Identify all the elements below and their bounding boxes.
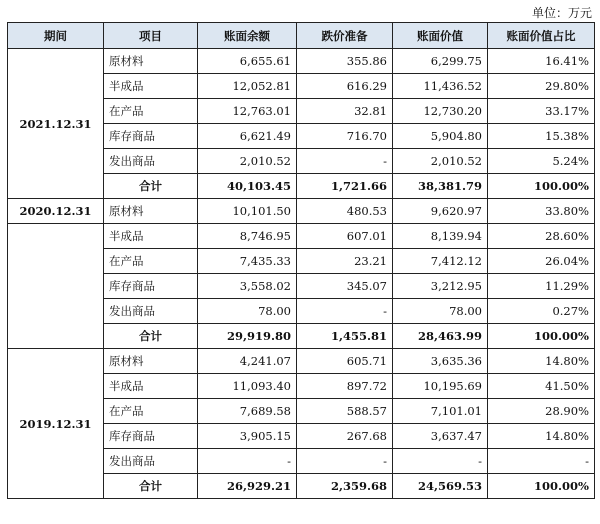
table-row	[8, 49, 595, 74]
ratio-cell: 16.41%	[488, 49, 595, 74]
item-name: 发出商品	[104, 299, 198, 324]
unit-label: 单位：万元	[531, 6, 592, 20]
ratio-cell: 5.24%	[488, 149, 595, 174]
ratio-cell: -	[488, 449, 595, 474]
balance-cell: 3,905.15	[198, 424, 297, 449]
ratio-cell: 100.00%	[488, 174, 595, 199]
ratio-cell: 0.27%	[488, 299, 595, 324]
provision-cell: 588.57	[297, 399, 393, 424]
ratio-cell: 29.80%	[488, 74, 595, 99]
book-value-cell: 10,195.69	[393, 374, 488, 399]
book-value-cell: 8,139.94	[393, 224, 488, 249]
item-name: 原材料	[104, 199, 198, 224]
book-value-cell: 6,299.75	[393, 49, 488, 74]
balance-cell: 7,435.33	[198, 249, 297, 274]
provision-cell: 23.21	[297, 249, 393, 274]
header-book-value: 账面价值	[393, 23, 488, 49]
item-name: 半成品	[104, 224, 198, 249]
item-name: 库存商品	[104, 274, 198, 299]
balance-cell: 2,010.52	[198, 149, 297, 174]
item-name: 库存商品	[104, 424, 198, 449]
item-name: 半成品	[104, 374, 198, 399]
book-value-cell: 7,412.12	[393, 249, 488, 274]
header-ratio: 账面价值占比	[488, 23, 595, 49]
provision-cell: 607.01	[297, 224, 393, 249]
provision-cell: 716.70	[297, 124, 393, 149]
period-cell	[8, 224, 104, 349]
ratio-cell: 33.80%	[488, 199, 595, 224]
provision-cell: 605.71	[297, 349, 393, 374]
provision-cell: -	[297, 299, 393, 324]
book-value-cell: 78.00	[393, 299, 488, 324]
header-period: 期间	[8, 23, 104, 49]
balance-cell: 12,763.01	[198, 99, 297, 124]
balance-cell: 26,929.21	[198, 474, 297, 499]
book-value-cell: 3,637.47	[393, 424, 488, 449]
header-balance: 账面余额	[198, 23, 297, 49]
ratio-cell: 100.00%	[488, 324, 595, 349]
book-value-cell: 7,101.01	[393, 399, 488, 424]
book-value-cell: 28,463.99	[393, 324, 488, 349]
ratio-cell: 14.80%	[488, 349, 595, 374]
book-value-cell: 9,620.97	[393, 199, 488, 224]
item-name: 半成品	[104, 74, 198, 99]
item-name: 合计	[104, 174, 198, 199]
period-cell: 2021.12.31	[8, 49, 104, 199]
header-row	[8, 23, 595, 49]
balance-cell: 6,621.49	[198, 124, 297, 149]
provision-cell: 480.53	[297, 199, 393, 224]
provision-cell: 1,455.81	[297, 324, 393, 349]
table-row	[8, 224, 595, 249]
ratio-cell: 41.50%	[488, 374, 595, 399]
period-cell: 2019.12.31	[8, 349, 104, 499]
balance-cell: 3,558.02	[198, 274, 297, 299]
item-name: 原材料	[104, 349, 198, 374]
balance-cell: 6,655.61	[198, 49, 297, 74]
item-name: 合计	[104, 474, 198, 499]
book-value-cell: 3,212.95	[393, 274, 488, 299]
balance-cell: 7,689.58	[198, 399, 297, 424]
provision-cell: 897.72	[297, 374, 393, 399]
header-item: 项目	[104, 23, 198, 49]
provision-cell: -	[297, 449, 393, 474]
balance-cell: 29,919.80	[198, 324, 297, 349]
book-value-cell: 5,904.80	[393, 124, 488, 149]
table-row	[8, 349, 595, 374]
ratio-cell: 15.38%	[488, 124, 595, 149]
ratio-cell: 26.04%	[488, 249, 595, 274]
ratio-cell: 14.80%	[488, 424, 595, 449]
book-value-cell: 12,730.20	[393, 99, 488, 124]
ratio-cell: 33.17%	[488, 99, 595, 124]
balance-cell: 11,093.40	[198, 374, 297, 399]
balance-cell: 8,746.95	[198, 224, 297, 249]
provision-cell: 616.29	[297, 74, 393, 99]
ratio-cell: 28.60%	[488, 224, 595, 249]
item-name: 原材料	[104, 49, 198, 74]
provision-cell: -	[297, 149, 393, 174]
balance-cell: 12,052.81	[198, 74, 297, 99]
balance-cell: 40,103.45	[198, 174, 297, 199]
item-name: 在产品	[104, 99, 198, 124]
balance-cell: 4,241.07	[198, 349, 297, 374]
ratio-cell: 100.00%	[488, 474, 595, 499]
item-name: 在产品	[104, 399, 198, 424]
provision-cell: 345.07	[297, 274, 393, 299]
header-provision: 跌价准备	[297, 23, 393, 49]
provision-cell: 32.81	[297, 99, 393, 124]
balance-cell: 10,101.50	[198, 199, 297, 224]
book-value-cell: -	[393, 449, 488, 474]
item-name: 在产品	[104, 249, 198, 274]
provision-cell: 355.86	[297, 49, 393, 74]
period-cell: 2020.12.31	[8, 199, 104, 224]
item-name: 发出商品	[104, 149, 198, 174]
book-value-cell: 24,569.53	[393, 474, 488, 499]
provision-cell: 2,359.68	[297, 474, 393, 499]
book-value-cell: 11,436.52	[393, 74, 488, 99]
item-name: 合计	[104, 324, 198, 349]
book-value-cell: 38,381.79	[393, 174, 488, 199]
book-value-cell: 3,635.36	[393, 349, 488, 374]
table-row	[8, 199, 595, 224]
item-name: 发出商品	[104, 449, 198, 474]
item-name: 库存商品	[104, 124, 198, 149]
book-value-cell: 2,010.52	[393, 149, 488, 174]
table-body	[8, 49, 595, 499]
balance-cell: -	[198, 449, 297, 474]
ratio-cell: 11.29%	[488, 274, 595, 299]
provision-cell: 1,721.66	[297, 174, 393, 199]
ratio-cell: 28.90%	[488, 399, 595, 424]
balance-cell: 78.00	[198, 299, 297, 324]
inventory-table	[7, 22, 595, 499]
provision-cell: 267.68	[297, 424, 393, 449]
